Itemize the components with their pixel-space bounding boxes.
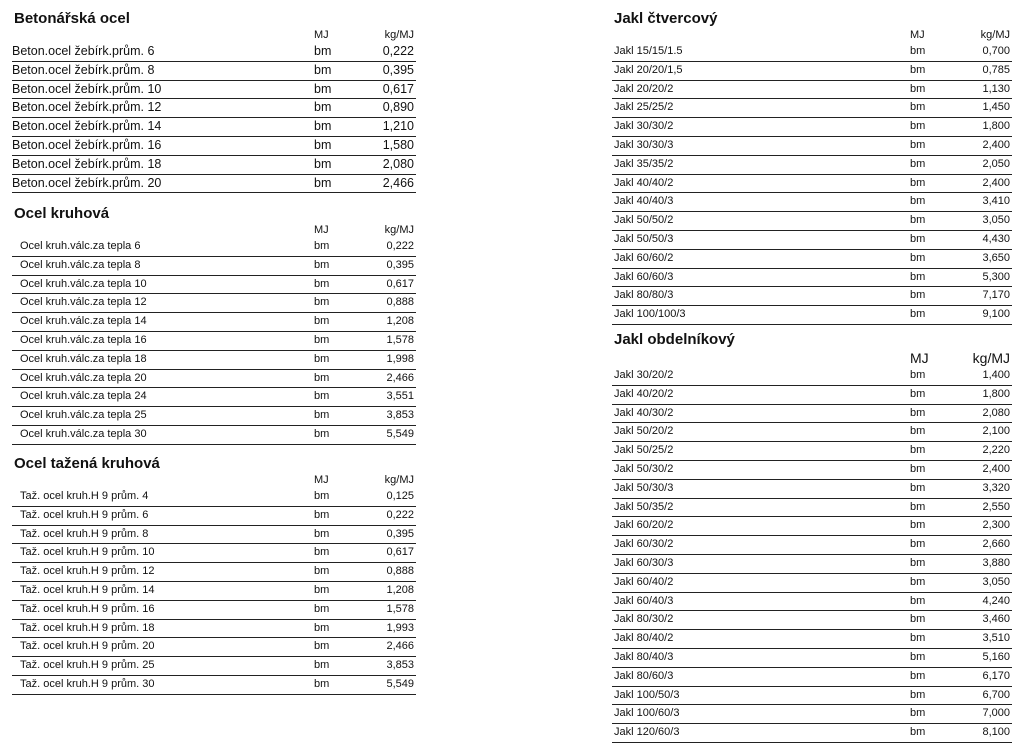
table-row bbox=[12, 544, 416, 563]
item-unit: bm bbox=[314, 315, 330, 328]
item-name: Taž. ocel kruh.H 9 prům. 10 bbox=[20, 546, 155, 559]
item-weight: 0,125 bbox=[386, 490, 414, 502]
table-row bbox=[12, 370, 416, 389]
item-unit: bm bbox=[910, 195, 926, 208]
header-mj: MJ bbox=[314, 474, 329, 486]
item-name: Taž. ocel kruh.H 9 prům. 8 bbox=[20, 527, 149, 540]
item-unit: bm bbox=[314, 527, 330, 540]
item-weight: 5,549 bbox=[386, 427, 414, 440]
item-unit: bm bbox=[314, 490, 330, 502]
item-name: Ocel kruh.válc.za tepla 20 bbox=[20, 371, 147, 384]
item-name: Taž. ocel kruh.H 9 prům. 18 bbox=[20, 621, 155, 634]
item-name: Jakl 80/60/3 bbox=[614, 669, 674, 682]
item-weight: 1,130 bbox=[982, 82, 1010, 95]
item-name: Jakl 15/15/1.5 bbox=[614, 45, 683, 57]
table-row bbox=[12, 351, 416, 370]
table-row bbox=[612, 212, 1012, 231]
item-weight: 2,660 bbox=[982, 538, 1010, 551]
item-unit: bm bbox=[910, 575, 926, 588]
item-unit: bm bbox=[314, 546, 330, 559]
item-unit: bm bbox=[910, 556, 926, 569]
item-name: Taž. ocel kruh.H 9 prům. 16 bbox=[20, 602, 155, 615]
item-name: Ocel kruh.válc.za tepla 6 bbox=[20, 240, 141, 252]
item-name: Beton.ocel žebírk.prům. 12 bbox=[12, 100, 162, 115]
item-name: Ocel kruh.válc.za tepla 18 bbox=[20, 352, 147, 365]
item-weight: 0,222 bbox=[386, 508, 414, 521]
table-row bbox=[612, 461, 1012, 480]
item-name: Ocel kruh.válc.za tepla 25 bbox=[20, 409, 147, 422]
item-name: Taž. ocel kruh.H 9 prům. 20 bbox=[20, 640, 155, 653]
item-weight: 2,050 bbox=[982, 157, 1010, 170]
section-title: Ocel tažená kruhová bbox=[14, 455, 160, 472]
item-weight: 3,460 bbox=[982, 613, 1010, 626]
item-name: Jakl 60/40/3 bbox=[614, 594, 674, 607]
table-row bbox=[12, 175, 416, 194]
table-row bbox=[612, 287, 1012, 306]
item-unit: bm bbox=[910, 387, 926, 400]
item-name: Taž. ocel kruh.H 9 prům. 12 bbox=[20, 565, 155, 578]
item-unit: bm bbox=[314, 44, 332, 58]
item-unit: bm bbox=[910, 669, 926, 682]
item-unit: bm bbox=[314, 602, 330, 615]
item-weight: 1,993 bbox=[386, 621, 414, 634]
item-name: Jakl 80/40/2 bbox=[614, 632, 674, 645]
table-row bbox=[612, 423, 1012, 442]
item-weight: 2,080 bbox=[382, 156, 414, 171]
table-row bbox=[612, 480, 1012, 499]
item-weight: 0,700 bbox=[982, 45, 1010, 57]
table-row bbox=[12, 332, 416, 351]
item-weight: 5,300 bbox=[982, 270, 1010, 283]
item-weight: 0,395 bbox=[386, 527, 414, 540]
item-unit: bm bbox=[314, 371, 330, 384]
item-unit: bm bbox=[910, 425, 926, 438]
table-row bbox=[12, 563, 416, 582]
item-name: Ocel kruh.válc.za tepla 16 bbox=[20, 333, 147, 346]
item-weight: 4,430 bbox=[982, 232, 1010, 245]
table-rows bbox=[12, 43, 416, 193]
item-weight: 0,222 bbox=[386, 240, 414, 252]
item-unit: bm bbox=[314, 81, 332, 96]
table-row bbox=[612, 405, 1012, 424]
item-name: Jakl 50/35/2 bbox=[614, 500, 674, 513]
table-row bbox=[612, 43, 1012, 62]
item-unit: bm bbox=[910, 270, 926, 283]
item-weight: 5,549 bbox=[386, 677, 414, 690]
item-weight: 1,208 bbox=[386, 583, 414, 596]
item-name: Jakl 30/20/2 bbox=[614, 369, 674, 381]
section-jakl-ctvercovy bbox=[612, 9, 1012, 325]
item-weight: 2,466 bbox=[382, 175, 414, 190]
table-row bbox=[12, 294, 416, 313]
table-row bbox=[612, 536, 1012, 555]
table-row bbox=[612, 649, 1012, 668]
item-weight: 2,220 bbox=[982, 444, 1010, 457]
item-unit: bm bbox=[910, 538, 926, 551]
item-name: Beton.ocel žebírk.prům. 6 bbox=[12, 44, 155, 58]
item-weight: 2,466 bbox=[386, 371, 414, 384]
table-row bbox=[12, 257, 416, 276]
header-mj: MJ bbox=[910, 29, 925, 41]
table-row bbox=[612, 555, 1012, 574]
item-name: Taž. ocel kruh.H 9 prům. 30 bbox=[20, 677, 155, 690]
item-name: Jakl 100/100/3 bbox=[614, 308, 686, 321]
item-unit: bm bbox=[314, 100, 332, 115]
table-row bbox=[12, 676, 416, 695]
item-name: Jakl 40/20/2 bbox=[614, 387, 674, 400]
table-row bbox=[612, 231, 1012, 250]
item-name: Beton.ocel žebírk.prům. 14 bbox=[12, 119, 162, 134]
item-name: Jakl 80/80/3 bbox=[614, 289, 674, 302]
table-header bbox=[12, 29, 416, 43]
item-weight: 7,000 bbox=[982, 707, 1010, 720]
table-row bbox=[612, 193, 1012, 212]
item-weight: 0,890 bbox=[382, 100, 414, 115]
item-weight: 3,510 bbox=[982, 632, 1010, 645]
item-unit: bm bbox=[314, 352, 330, 365]
table-row bbox=[12, 426, 416, 445]
item-unit: bm bbox=[910, 462, 926, 475]
table-row bbox=[612, 250, 1012, 269]
item-weight: 7,170 bbox=[982, 289, 1010, 302]
item-weight: 0,617 bbox=[386, 277, 414, 290]
item-unit: bm bbox=[910, 82, 926, 95]
item-weight: 3,551 bbox=[386, 390, 414, 403]
section-ocel-kruhova bbox=[12, 204, 416, 445]
table-row bbox=[12, 62, 416, 81]
item-unit: bm bbox=[314, 296, 330, 309]
item-weight: 1,800 bbox=[982, 387, 1010, 400]
item-unit: bm bbox=[910, 444, 926, 457]
item-weight: 0,395 bbox=[386, 258, 414, 271]
table-row bbox=[612, 156, 1012, 175]
table-header bbox=[12, 474, 416, 488]
table-row bbox=[12, 601, 416, 620]
table-row bbox=[612, 269, 1012, 288]
section-ocel-tazena-kruhova bbox=[12, 454, 416, 695]
item-unit: bm bbox=[314, 640, 330, 653]
item-name: Beton.ocel žebírk.prům. 18 bbox=[12, 156, 162, 171]
item-weight: 8,100 bbox=[982, 726, 1010, 739]
item-weight: 3,880 bbox=[982, 556, 1010, 569]
table-row bbox=[12, 638, 416, 657]
item-name: Taž. ocel kruh.H 9 prům. 4 bbox=[20, 490, 149, 502]
table-row bbox=[12, 99, 416, 118]
item-unit: bm bbox=[314, 508, 330, 521]
table-row bbox=[12, 620, 416, 639]
item-weight: 3,650 bbox=[982, 251, 1010, 264]
item-unit: bm bbox=[314, 258, 330, 271]
table-row bbox=[12, 488, 416, 507]
item-weight: 2,400 bbox=[982, 176, 1010, 189]
item-unit: bm bbox=[314, 119, 332, 134]
item-weight: 1,400 bbox=[982, 369, 1010, 381]
table-row bbox=[12, 43, 416, 62]
item-unit: bm bbox=[314, 677, 330, 690]
table-row bbox=[612, 118, 1012, 137]
table-row bbox=[612, 517, 1012, 536]
table-row bbox=[12, 388, 416, 407]
item-unit: bm bbox=[910, 251, 926, 264]
item-unit: bm bbox=[910, 481, 926, 494]
item-weight: 2,400 bbox=[982, 138, 1010, 151]
table-row bbox=[12, 582, 416, 601]
item-name: Jakl 80/40/3 bbox=[614, 650, 674, 663]
table-rows bbox=[12, 238, 416, 445]
item-unit: bm bbox=[910, 406, 926, 419]
table-row bbox=[612, 705, 1012, 724]
item-name: Jakl 30/30/2 bbox=[614, 120, 674, 133]
header-kg: kg/MJ bbox=[384, 29, 414, 41]
item-name: Jakl 100/50/3 bbox=[614, 688, 680, 701]
item-weight: 0,785 bbox=[982, 63, 1010, 76]
item-unit: bm bbox=[314, 390, 330, 403]
item-weight: 2,400 bbox=[982, 462, 1010, 475]
table-row bbox=[612, 81, 1012, 100]
item-name: Jakl 40/40/3 bbox=[614, 195, 674, 208]
item-name: Jakl 60/40/2 bbox=[614, 575, 674, 588]
table-row bbox=[12, 313, 416, 332]
item-unit: bm bbox=[314, 62, 332, 77]
item-name: Jakl 20/20/2 bbox=[614, 82, 674, 95]
item-name: Jakl 60/20/2 bbox=[614, 519, 674, 532]
table-row bbox=[12, 118, 416, 137]
section-title: Jakl čtvercový bbox=[614, 10, 718, 27]
table-row bbox=[612, 137, 1012, 156]
header-mj: MJ bbox=[314, 224, 329, 236]
item-unit: bm bbox=[314, 565, 330, 578]
item-name: Ocel kruh.válc.za tepla 10 bbox=[20, 277, 147, 290]
item-weight: 1,208 bbox=[386, 315, 414, 328]
item-weight: 5,160 bbox=[982, 650, 1010, 663]
item-weight: 6,170 bbox=[982, 669, 1010, 682]
item-unit: bm bbox=[314, 277, 330, 290]
item-weight: 0,395 bbox=[382, 62, 414, 77]
item-unit: bm bbox=[910, 138, 926, 151]
table-row bbox=[12, 657, 416, 676]
item-weight: 1,998 bbox=[386, 352, 414, 365]
item-unit: bm bbox=[910, 688, 926, 701]
item-weight: 0,222 bbox=[382, 44, 414, 58]
item-name: Jakl 20/20/1,5 bbox=[614, 63, 683, 76]
table-row bbox=[612, 442, 1012, 461]
item-name: Taž. ocel kruh.H 9 prům. 25 bbox=[20, 659, 155, 672]
table-rows bbox=[612, 43, 1012, 325]
section-betonarska-ocel bbox=[12, 9, 416, 193]
item-name: Taž. ocel kruh.H 9 prům. 6 bbox=[20, 508, 149, 521]
table-row bbox=[12, 156, 416, 175]
item-unit: bm bbox=[910, 214, 926, 227]
section-title: Jakl obdelníkový bbox=[614, 331, 735, 348]
item-unit: bm bbox=[314, 659, 330, 672]
item-weight: 2,080 bbox=[982, 406, 1010, 419]
item-weight: 3,853 bbox=[386, 659, 414, 672]
header-mj: MJ bbox=[910, 350, 929, 366]
item-name: Jakl 120/60/3 bbox=[614, 726, 680, 739]
item-name: Jakl 80/30/2 bbox=[614, 613, 674, 626]
item-weight: 3,050 bbox=[982, 214, 1010, 227]
table-row bbox=[12, 507, 416, 526]
item-unit: bm bbox=[314, 409, 330, 422]
item-name: Jakl 100/60/3 bbox=[614, 707, 680, 720]
item-weight: 2,550 bbox=[982, 500, 1010, 513]
table-row bbox=[612, 306, 1012, 325]
table-row bbox=[12, 276, 416, 295]
table-row bbox=[612, 175, 1012, 194]
header-kg: kg/MJ bbox=[972, 350, 1010, 366]
item-unit: bm bbox=[910, 650, 926, 663]
table-rows bbox=[12, 488, 416, 695]
section-title: Ocel kruhová bbox=[14, 205, 110, 222]
item-unit: bm bbox=[910, 232, 926, 245]
item-weight: 1,578 bbox=[386, 333, 414, 346]
header-kg: kg/MJ bbox=[384, 224, 414, 236]
item-name: Ocel kruh.válc.za tepla 8 bbox=[20, 258, 141, 271]
item-weight: 0,888 bbox=[386, 296, 414, 309]
table-row bbox=[612, 386, 1012, 405]
item-name: Jakl 40/30/2 bbox=[614, 406, 674, 419]
item-weight: 3,410 bbox=[982, 195, 1010, 208]
table-row bbox=[12, 238, 416, 257]
item-unit: bm bbox=[314, 156, 332, 171]
table-row bbox=[612, 687, 1012, 706]
item-unit: bm bbox=[314, 137, 332, 152]
item-unit: bm bbox=[910, 120, 926, 133]
table-row bbox=[12, 407, 416, 426]
item-name: Jakl 50/25/2 bbox=[614, 444, 674, 457]
item-weight: 2,466 bbox=[386, 640, 414, 653]
table-header bbox=[612, 350, 1012, 367]
item-weight: 3,853 bbox=[386, 409, 414, 422]
item-name: Jakl 30/30/3 bbox=[614, 138, 674, 151]
table-rows bbox=[612, 367, 1012, 743]
table-row bbox=[612, 630, 1012, 649]
item-name: Jakl 50/50/3 bbox=[614, 232, 674, 245]
item-unit: bm bbox=[910, 176, 926, 189]
item-unit: bm bbox=[314, 621, 330, 634]
item-unit: bm bbox=[910, 45, 926, 57]
item-weight: 4,240 bbox=[982, 594, 1010, 607]
item-name: Jakl 60/30/3 bbox=[614, 556, 674, 569]
item-name: Jakl 50/30/3 bbox=[614, 481, 674, 494]
table-row bbox=[612, 367, 1012, 386]
item-weight: 0,617 bbox=[382, 81, 414, 96]
table-header bbox=[612, 29, 1012, 43]
header-kg: kg/MJ bbox=[384, 474, 414, 486]
item-name: Jakl 40/40/2 bbox=[614, 176, 674, 189]
item-name: Ocel kruh.válc.za tepla 30 bbox=[20, 427, 147, 440]
item-name: Ocel kruh.válc.za tepla 24 bbox=[20, 390, 147, 403]
item-weight: 9,100 bbox=[982, 308, 1010, 321]
header-kg: kg/MJ bbox=[980, 29, 1010, 41]
item-unit: bm bbox=[910, 726, 926, 739]
item-weight: 1,578 bbox=[386, 602, 414, 615]
item-name: Ocel kruh.válc.za tepla 12 bbox=[20, 296, 147, 309]
item-unit: bm bbox=[910, 289, 926, 302]
table-row bbox=[612, 99, 1012, 118]
item-weight: 1,210 bbox=[382, 119, 414, 134]
item-unit: bm bbox=[910, 707, 926, 720]
table-row bbox=[612, 499, 1012, 518]
item-weight: 6,700 bbox=[982, 688, 1010, 701]
item-weight: 3,050 bbox=[982, 575, 1010, 588]
item-unit: bm bbox=[910, 500, 926, 513]
item-unit: bm bbox=[910, 369, 926, 381]
table-row bbox=[612, 611, 1012, 630]
item-name: Beton.ocel žebírk.prům. 16 bbox=[12, 137, 162, 152]
item-unit: bm bbox=[910, 101, 926, 114]
item-unit: bm bbox=[314, 583, 330, 596]
item-unit: bm bbox=[910, 63, 926, 76]
item-name: Jakl 50/30/2 bbox=[614, 462, 674, 475]
table-row bbox=[612, 593, 1012, 612]
item-weight: 2,300 bbox=[982, 519, 1010, 532]
table-row bbox=[12, 526, 416, 545]
item-name: Jakl 35/35/2 bbox=[614, 157, 674, 170]
item-name: Jakl 50/50/2 bbox=[614, 214, 674, 227]
item-weight: 0,888 bbox=[386, 565, 414, 578]
table-row bbox=[12, 137, 416, 156]
item-weight: 2,100 bbox=[982, 425, 1010, 438]
table-row bbox=[612, 668, 1012, 687]
item-unit: bm bbox=[910, 613, 926, 626]
item-name: Jakl 60/60/2 bbox=[614, 251, 674, 264]
table-row bbox=[612, 62, 1012, 81]
item-weight: 1,450 bbox=[982, 101, 1010, 114]
item-weight: 1,580 bbox=[382, 137, 414, 152]
item-name: Beton.ocel žebírk.prům. 10 bbox=[12, 81, 162, 96]
item-unit: bm bbox=[314, 175, 332, 190]
item-name: Jakl 25/25/2 bbox=[614, 101, 674, 114]
table-row bbox=[612, 574, 1012, 593]
item-name: Taž. ocel kruh.H 9 prům. 14 bbox=[20, 583, 155, 596]
table-row bbox=[12, 81, 416, 100]
item-unit: bm bbox=[910, 632, 926, 645]
item-name: Jakl 60/60/3 bbox=[614, 270, 674, 283]
item-unit: bm bbox=[910, 157, 926, 170]
item-unit: bm bbox=[314, 333, 330, 346]
item-unit: bm bbox=[910, 594, 926, 607]
item-weight: 1,800 bbox=[982, 120, 1010, 133]
item-unit: bm bbox=[910, 519, 926, 532]
section-jakl-obdelnikovy bbox=[612, 330, 1012, 743]
table-header bbox=[12, 224, 416, 238]
item-name: Ocel kruh.válc.za tepla 14 bbox=[20, 315, 147, 328]
header-mj: MJ bbox=[314, 29, 329, 41]
section-title: Betonářská ocel bbox=[14, 10, 130, 27]
item-weight: 0,617 bbox=[386, 546, 414, 559]
item-name: Jakl 50/20/2 bbox=[614, 425, 674, 438]
item-unit: bm bbox=[910, 308, 926, 321]
item-name: Beton.ocel žebírk.prům. 8 bbox=[12, 62, 155, 77]
item-unit: bm bbox=[314, 427, 330, 440]
item-name: Beton.ocel žebírk.prům. 20 bbox=[12, 175, 162, 190]
item-unit: bm bbox=[314, 240, 330, 252]
item-name: Jakl 60/30/2 bbox=[614, 538, 674, 551]
table-row bbox=[612, 724, 1012, 743]
item-weight: 3,320 bbox=[982, 481, 1010, 494]
